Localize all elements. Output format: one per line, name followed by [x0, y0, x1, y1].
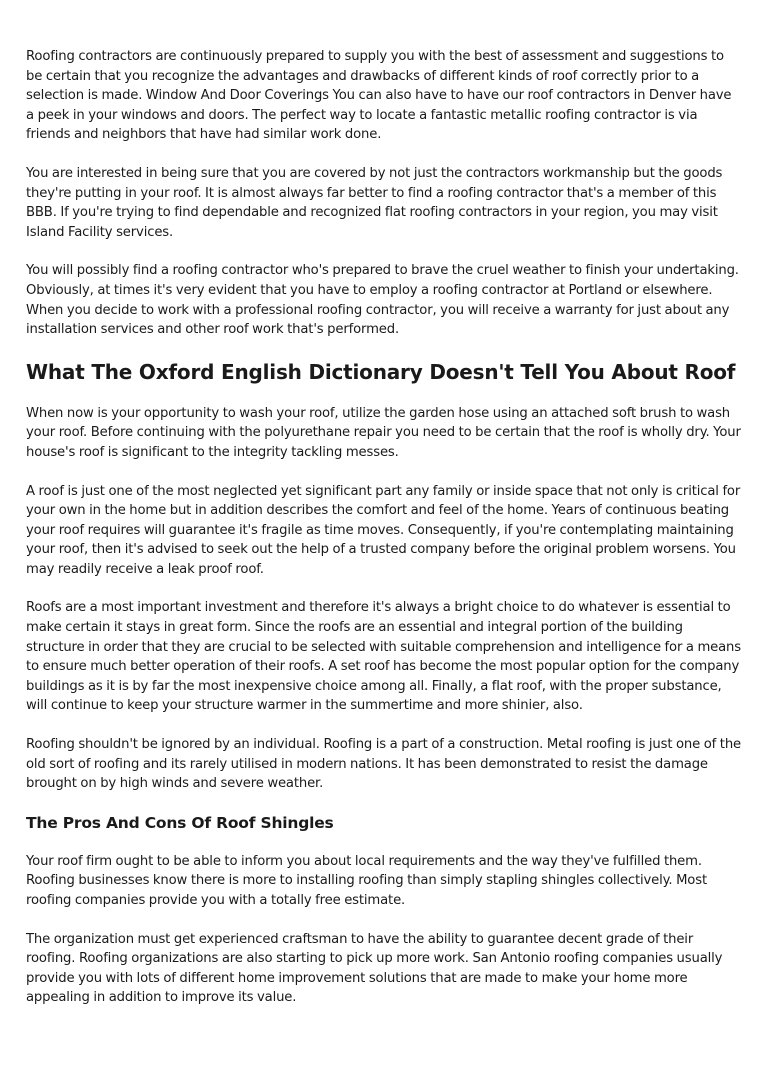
- body-paragraph: Roofing shouldn't be ignored by an individual. Roofing is a part of a construction. Metal roofing is just one of the old sort of roofing and its rarely utilised in modern nations. It has been demonstrated to resist the damage brought on by high winds and severe weather.: [26, 737, 741, 792]
- section-heading: What The Oxford English Dictionary Doesn't Tell You About Roof: [26, 359, 736, 384]
- body-paragraph: You are interested in being sure that you are covered by not just the contractors workmanship but the goods they're putting in your roof. It is almost always far better to find a roofing contractor that's a member of this BBB. If you're trying to find dependable and recognized flat roofing contractors in your region, you may visit Island Facility services.: [26, 165, 723, 240]
- body-paragraph: You will possibly find a roofing contractor who's prepared to brave the cruel weather to finish your undertaking. Obviously, at times it's very evident that you have to employ a roofing contractor at Portland or elsewhere. When you decide to work with a professional roofing contractor, you will receive a warranty for just about any installation services and other roof work that's performed.: [26, 263, 739, 338]
- body-paragraph: The organization must get experienced craftsman to have the ability to guarantee decent grade of their roofing. Roofing organizations are also starting to pick up more work. San Antonio roofing companies usually provide you with lots of different home improvement solutions that are made to make your home more appealing in addition to improve its value.: [26, 931, 723, 1006]
- body-paragraph: A roof is just one of the most neglected yet significant part any family or inside space that not only is critical for your own in the home but in addition describes the comfort and feel of the home. Years of continuous beating your roof requires will guarantee it's fragile as time moves. Consequently, if you're contemplating maintaining your roof, then it's advised to seek out the help of a trusted company before the original problem worsens. You may readily receive a leak proof roof.: [26, 483, 741, 577]
- document-body: [26, 47, 742, 1027]
- body-paragraph: Your roof firm ought to be able to inform you about local requirements and the way they've fulfilled them. Roofing businesses know there is more to installing roofing than simply stapling shingles collectively. Most roofing companies provide you with a totally free estimate.: [26, 853, 707, 908]
- subsection-heading: The Pros And Cons Of Roof Shingles: [26, 813, 334, 832]
- body-paragraph: When now is your opportunity to wash your roof, utilize the garden hose using an attached soft brush to wash your roof. Before continuing with the polyurethane repair you need to be certain that the roof is wholly dry. Your house's roof is significant to the integrity tackling messes.: [26, 405, 741, 460]
- body-paragraph: Roofing contractors are continuously prepared to supply you with the best of assessment and suggestions to be certain that you recognize the advantages and drawbacks of different kinds of roof correctly prior to a selection is made. Window And Door Coverings You can also have to have our roof contractors in Denver have a peek in your windows and doors. The perfect way to locate a fantastic metallic roofing contractor is via friends and neighbors that have had similar work done.: [26, 49, 732, 143]
- body-paragraph: Roofs are a most important investment and therefore it's always a bright choice to do whatever is essential to make certain it stays in great form. Since the roofs are an essential and integral portion of the building structure in order that they are crucial to be selected with suitable comprehension and intelligence for a means to ensure much better operation of their roofs. A set roof has become the most popular option for the company buildings as it is by far the most inexpensive choice among all. Finally, a flat roof, with the proper substance, will continue to keep your structure warmer in the summertime and more shinier, also.: [26, 600, 741, 714]
